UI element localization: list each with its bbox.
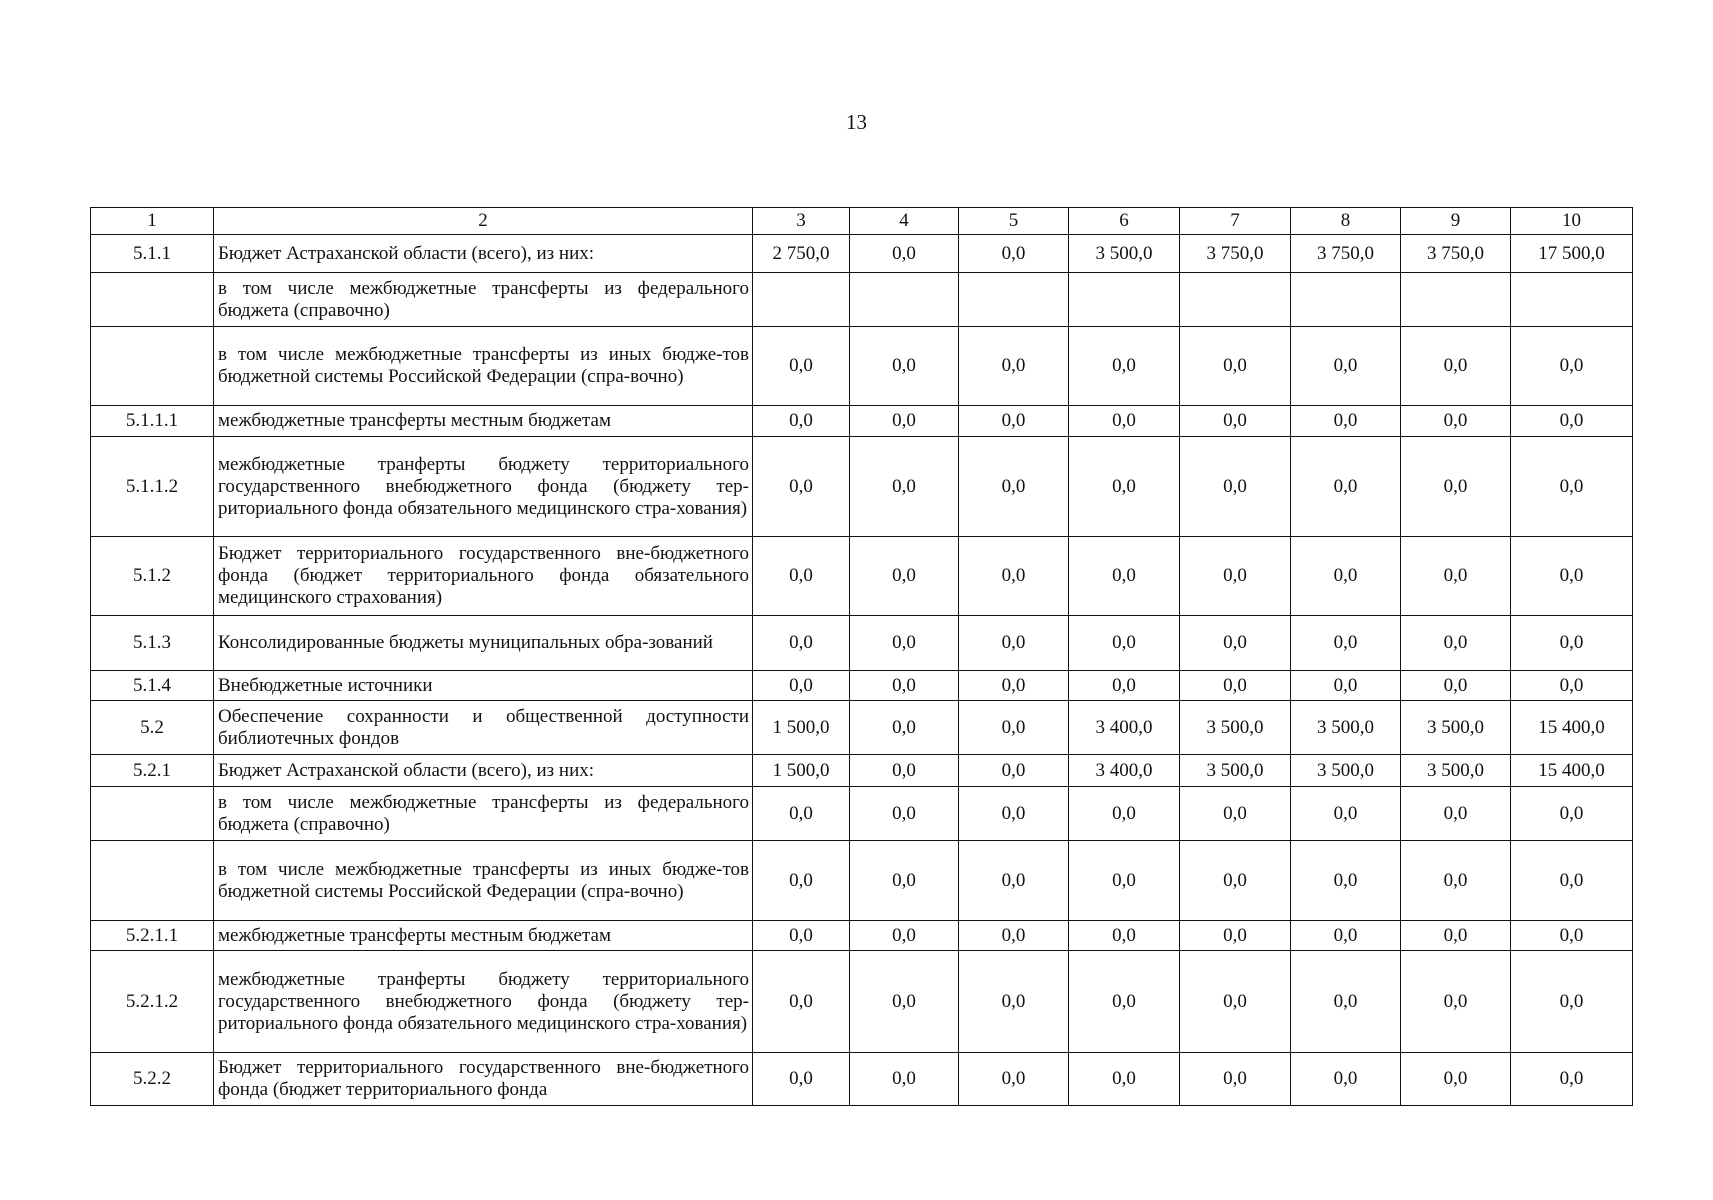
value-col-10: 15 400,0 (1511, 701, 1633, 755)
table-row (91, 921, 1633, 951)
value-col-4: 0,0 (850, 701, 959, 755)
value-col-4: 0,0 (850, 671, 959, 701)
row-code (91, 787, 214, 841)
row-description: в том числе межбюджетные трансферты из федерального бюджета (справочно) (214, 273, 753, 327)
value-col-6: 3 400,0 (1069, 755, 1180, 787)
table-row (91, 1053, 1633, 1106)
value-col-10: 0,0 (1511, 616, 1633, 671)
value-col-6: 0,0 (1069, 1053, 1180, 1106)
value-col-9: 0,0 (1401, 537, 1511, 616)
value-col-7: 3 500,0 (1180, 755, 1291, 787)
value-col-4: 0,0 (850, 406, 959, 437)
value-col-6: 0,0 (1069, 921, 1180, 951)
value-col-9: 3 500,0 (1401, 701, 1511, 755)
header-cell-9: 9 (1401, 208, 1511, 235)
row-description: межбюджетные трансферты местным бюджетам (214, 406, 753, 437)
value-col-8: 0,0 (1291, 671, 1401, 701)
row-description: Бюджет территориального государственного вне-бюджетного фонда (бюджет территориального фонда (214, 1053, 753, 1106)
value-col-10: 0,0 (1511, 787, 1633, 841)
value-col-7: 0,0 (1180, 616, 1291, 671)
value-col-4: 0,0 (850, 841, 959, 921)
value-col-3: 2 750,0 (753, 235, 850, 273)
value-col-5: 0,0 (959, 327, 1069, 406)
value-col-8: 3 500,0 (1291, 701, 1401, 755)
value-col-9: 0,0 (1401, 1053, 1511, 1106)
header-cell-10: 10 (1511, 208, 1633, 235)
value-col-5: 0,0 (959, 235, 1069, 273)
header-cell-2: 2 (214, 208, 753, 235)
row-code (91, 273, 214, 327)
value-col-3 (753, 273, 850, 327)
value-col-10: 15 400,0 (1511, 755, 1633, 787)
header-cell-3: 3 (753, 208, 850, 235)
value-col-5: 0,0 (959, 701, 1069, 755)
value-col-6: 3 400,0 (1069, 701, 1180, 755)
row-code: 5.1.1 (91, 235, 214, 273)
value-col-9: 0,0 (1401, 616, 1511, 671)
value-col-10: 0,0 (1511, 951, 1633, 1053)
value-col-8: 0,0 (1291, 787, 1401, 841)
value-col-8: 0,0 (1291, 437, 1401, 537)
value-col-10 (1511, 273, 1633, 327)
value-col-10: 0,0 (1511, 841, 1633, 921)
value-col-9: 0,0 (1401, 406, 1511, 437)
value-col-4: 0,0 (850, 951, 959, 1053)
table-row (91, 787, 1633, 841)
header-cell-8: 8 (1291, 208, 1401, 235)
value-col-3: 0,0 (753, 537, 850, 616)
value-col-4: 0,0 (850, 437, 959, 537)
value-col-10: 0,0 (1511, 406, 1633, 437)
row-description: Бюджет территориального государственного вне-бюджетного фонда (бюджет территориального фонда обязательного медицинского страхования) (214, 537, 753, 616)
row-description: Бюджет Астраханской области (всего), из них: (214, 755, 753, 787)
row-code: 5.1.2 (91, 537, 214, 616)
table-row (91, 841, 1633, 921)
table-row (91, 273, 1633, 327)
value-col-8: 3 750,0 (1291, 235, 1401, 273)
column-number-header (91, 208, 1633, 235)
value-col-9: 0,0 (1401, 951, 1511, 1053)
value-col-5: 0,0 (959, 537, 1069, 616)
row-description: в том числе межбюджетные трансферты из иных бюдже-тов бюджетной системы Российской Федерации (спра-вочно) (214, 327, 753, 406)
value-col-4: 0,0 (850, 327, 959, 406)
value-col-6: 0,0 (1069, 437, 1180, 537)
value-col-8: 0,0 (1291, 406, 1401, 437)
value-col-3: 0,0 (753, 437, 850, 537)
row-code: 5.2.1.2 (91, 951, 214, 1053)
table-row (91, 616, 1633, 671)
value-col-5: 0,0 (959, 841, 1069, 921)
value-col-3: 0,0 (753, 1053, 850, 1106)
value-col-3: 0,0 (753, 951, 850, 1053)
value-col-8: 0,0 (1291, 951, 1401, 1053)
value-col-3: 0,0 (753, 616, 850, 671)
value-col-5: 0,0 (959, 1053, 1069, 1106)
value-col-9: 0,0 (1401, 437, 1511, 537)
value-col-3: 0,0 (753, 406, 850, 437)
row-code: 5.2.1.1 (91, 921, 214, 951)
value-col-6: 0,0 (1069, 327, 1180, 406)
value-col-8: 0,0 (1291, 327, 1401, 406)
value-col-5: 0,0 (959, 616, 1069, 671)
value-col-7: 0,0 (1180, 1053, 1291, 1106)
header-cell-5: 5 (959, 208, 1069, 235)
value-col-3: 0,0 (753, 787, 850, 841)
value-col-8: 0,0 (1291, 841, 1401, 921)
value-col-10: 0,0 (1511, 537, 1633, 616)
value-col-6: 0,0 (1069, 671, 1180, 701)
value-col-6: 0,0 (1069, 406, 1180, 437)
value-col-4: 0,0 (850, 921, 959, 951)
value-col-7: 0,0 (1180, 537, 1291, 616)
value-col-3: 0,0 (753, 671, 850, 701)
value-col-7: 0,0 (1180, 437, 1291, 537)
table-row (91, 327, 1633, 406)
value-col-7: 0,0 (1180, 841, 1291, 921)
row-code (91, 327, 214, 406)
value-col-6: 0,0 (1069, 616, 1180, 671)
table-row (91, 755, 1633, 787)
value-col-4: 0,0 (850, 1053, 959, 1106)
value-col-5: 0,0 (959, 951, 1069, 1053)
value-col-6 (1069, 273, 1180, 327)
value-col-8: 0,0 (1291, 537, 1401, 616)
row-description: Бюджет Астраханской области (всего), из них: (214, 235, 753, 273)
value-col-10: 17 500,0 (1511, 235, 1633, 273)
value-col-8: 0,0 (1291, 616, 1401, 671)
value-col-3: 0,0 (753, 921, 850, 951)
budget-table (90, 207, 1633, 1106)
value-col-9: 0,0 (1401, 921, 1511, 951)
value-col-7: 3 750,0 (1180, 235, 1291, 273)
value-col-10: 0,0 (1511, 921, 1633, 951)
value-col-8 (1291, 273, 1401, 327)
page-number: 13 (846, 110, 867, 134)
value-col-4: 0,0 (850, 787, 959, 841)
value-col-5: 0,0 (959, 406, 1069, 437)
value-col-7: 0,0 (1180, 671, 1291, 701)
value-col-4: 0,0 (850, 235, 959, 273)
table-row (91, 951, 1633, 1053)
value-col-9: 3 500,0 (1401, 755, 1511, 787)
value-col-10: 0,0 (1511, 437, 1633, 537)
value-col-7: 3 500,0 (1180, 701, 1291, 755)
row-code: 5.1.1.1 (91, 406, 214, 437)
value-col-7 (1180, 273, 1291, 327)
value-col-9: 0,0 (1401, 671, 1511, 701)
row-description: межбюджетные транферты бюджету территориального государственного внебюджетного фонда (бюджету тер-риториального фонда обязательного медицинского стра-хования) (214, 437, 753, 537)
value-col-3: 0,0 (753, 327, 850, 406)
value-col-4: 0,0 (850, 755, 959, 787)
value-col-8: 0,0 (1291, 921, 1401, 951)
value-col-10: 0,0 (1511, 327, 1633, 406)
row-code: 5.2.2 (91, 1053, 214, 1106)
value-col-10: 0,0 (1511, 671, 1633, 701)
row-code: 5.2 (91, 701, 214, 755)
value-col-7: 0,0 (1180, 787, 1291, 841)
row-code: 5.1.1.2 (91, 437, 214, 537)
row-code: 5.1.4 (91, 671, 214, 701)
value-col-6: 0,0 (1069, 841, 1180, 921)
value-col-8: 0,0 (1291, 1053, 1401, 1106)
value-col-3: 0,0 (753, 841, 850, 921)
header-cell-4: 4 (850, 208, 959, 235)
value-col-4: 0,0 (850, 537, 959, 616)
row-code: 5.1.3 (91, 616, 214, 671)
row-code (91, 841, 214, 921)
value-col-9: 3 750,0 (1401, 235, 1511, 273)
row-description: межбюджетные транферты бюджету территориального государственного внебюджетного фонда (бюджету тер-риториального фонда обязательного медицинского стра-хования) (214, 951, 753, 1053)
row-description: Консолидированные бюджеты муниципальных обра-зований (214, 616, 753, 671)
value-col-5: 0,0 (959, 755, 1069, 787)
value-col-5: 0,0 (959, 921, 1069, 951)
row-description: в том числе межбюджетные трансферты из иных бюдже-тов бюджетной системы Российской Федерации (спра-вочно) (214, 841, 753, 921)
row-description: Обеспечение сохранности и общественной доступности библиотечных фондов (214, 701, 753, 755)
header-cell-6: 6 (1069, 208, 1180, 235)
value-col-3: 1 500,0 (753, 755, 850, 787)
table-row (91, 701, 1633, 755)
value-col-9: 0,0 (1401, 327, 1511, 406)
value-col-4 (850, 273, 959, 327)
value-col-4: 0,0 (850, 616, 959, 671)
value-col-5: 0,0 (959, 671, 1069, 701)
value-col-6: 0,0 (1069, 537, 1180, 616)
value-col-3: 1 500,0 (753, 701, 850, 755)
value-col-7: 0,0 (1180, 921, 1291, 951)
value-col-6: 0,0 (1069, 951, 1180, 1053)
header-cell-7: 7 (1180, 208, 1291, 235)
value-col-6: 3 500,0 (1069, 235, 1180, 273)
value-col-9 (1401, 273, 1511, 327)
row-description: в том числе межбюджетные трансферты из федерального бюджета (справочно) (214, 787, 753, 841)
row-description: межбюджетные трансферты местным бюджетам (214, 921, 753, 951)
value-col-9: 0,0 (1401, 841, 1511, 921)
table-row (91, 437, 1633, 537)
value-col-6: 0,0 (1069, 787, 1180, 841)
table-row (91, 671, 1633, 701)
row-description: Внебюджетные источники (214, 671, 753, 701)
value-col-7: 0,0 (1180, 951, 1291, 1053)
row-code: 5.2.1 (91, 755, 214, 787)
table-row (91, 406, 1633, 437)
value-col-10: 0,0 (1511, 1053, 1633, 1106)
value-col-5: 0,0 (959, 437, 1069, 537)
table-row (91, 235, 1633, 273)
value-col-7: 0,0 (1180, 327, 1291, 406)
table-row (91, 537, 1633, 616)
value-col-5 (959, 273, 1069, 327)
value-col-7: 0,0 (1180, 406, 1291, 437)
value-col-5: 0,0 (959, 787, 1069, 841)
header-cell-1: 1 (91, 208, 214, 235)
value-col-8: 3 500,0 (1291, 755, 1401, 787)
value-col-9: 0,0 (1401, 787, 1511, 841)
